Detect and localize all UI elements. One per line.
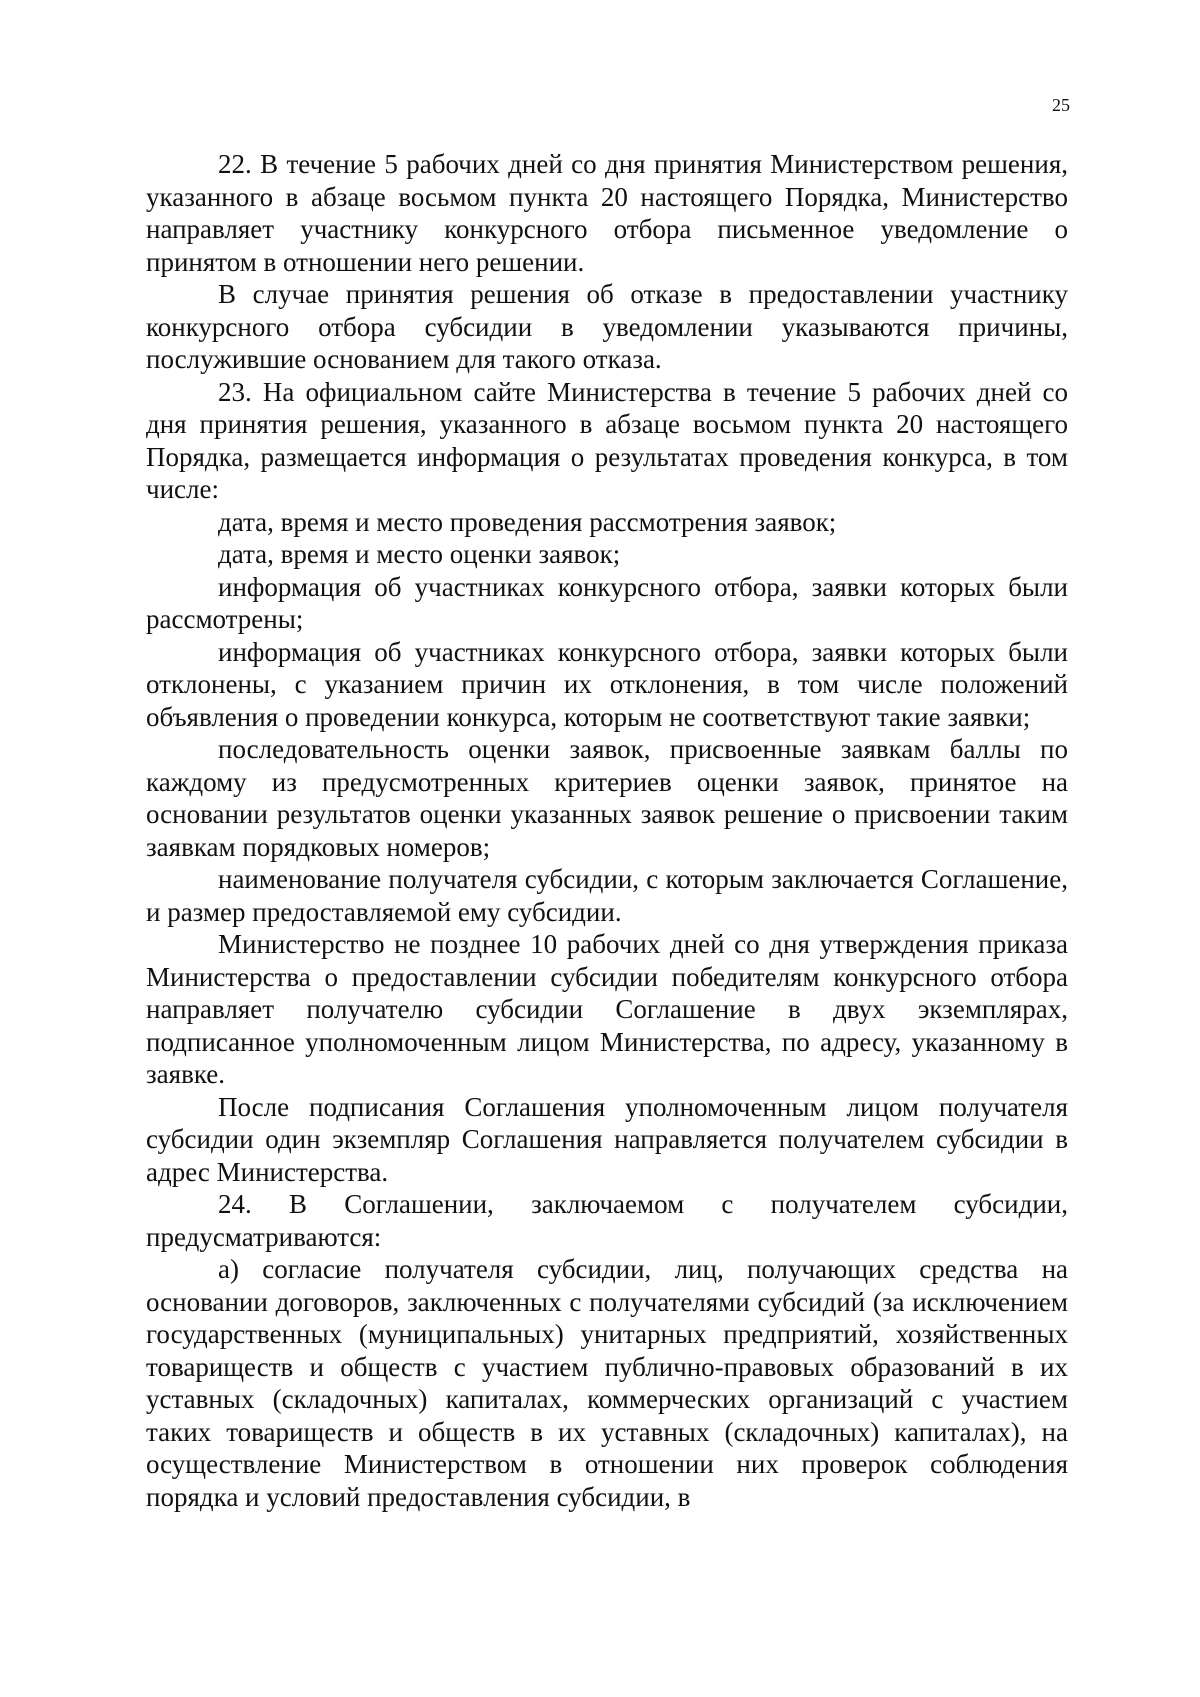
- page-number: 25: [1052, 95, 1070, 115]
- document-body: [146, 148, 1068, 1513]
- paragraph-after-signing: После подписания Соглашения уполномоченным лицом получателя субсидии один экземпляр Соглашения направляется получателем субсидии в адрес Министерства.: [146, 1091, 1068, 1187]
- paragraph-23: 23. На официальном сайте Министерства в течение 5 рабочих дней со дня принятия решения, указанного в абзаце восьмом пункта 20 настоящего Порядка, размещается информация о результатах проведения конкурса, в том числе:: [146, 376, 1068, 504]
- list-item-rejected-participants: информация об участниках конкурсного отбора, заявки которых были отклонены, с указанием причин их отклонения, в том числе положений объявления о проведении конкурса, которым не соответствуют такие заявки;: [146, 636, 1068, 732]
- paragraph-24-a: а) согласие получателя субсидии, лиц, получающих средства на основании договоров, заключенных с получателями субсидий (за исключением государственных (муниципальных) унитарных предприятий, хозяйственных товариществ и обществ с участием публично-правовых образований в их уставных (складочных) капиталах, коммерческих организаций с участием таких товариществ и обществ в их уставных (складочных) капиталах), на осуществление Министерством в отношении них проверок соблюдения порядка и условий предоставления субсидии, в: [146, 1254, 1068, 1512]
- paragraph-24: 24. В Соглашении, заключаемом с получателем субсидии, предусматриваются:: [146, 1189, 1068, 1252]
- list-item-reviewed-participants: информация об участниках конкурсного отбора, заявки которых были рассмотрены;: [146, 571, 1068, 634]
- paragraph-22: 22. В течение 5 рабочих дней со дня принятия Министерством решения, указанного в абзаце восьмом пункта 20 настоящего Порядка, Министерство направляет участнику конкурсного отбора письменное уведомление о принятом в отношении него решении.: [146, 149, 1068, 277]
- paragraph-ministry-agreement: Министерство не позднее 10 рабочих дней со дня утверждения приказа Министерства о предоставлении субсидии победителям конкурсного отбора направляет получателю субсидии Соглашение в двух экземплярах, подписанное уполномоченным лицом Министерства, по адресу, указанному в заявке.: [146, 929, 1068, 1089]
- list-item-evaluation-sequence: последовательность оценки заявок, присвоенные заявкам баллы по каждому из предусмотренных критериев оценки заявок, принятое на основании результатов оценки указанных заявок решение о присвоении таким заявкам порядковых номеров;: [146, 734, 1068, 862]
- list-item-review-date: дата, время и место проведения рассмотрения заявок;: [218, 506, 837, 537]
- paragraph-refusal-reasons: В случае принятия решения об отказе в предоставлении участнику конкурсного отбора субсидии в уведомлении указываются причины, послужившие основанием для такого отказа.: [146, 279, 1068, 374]
- list-item-recipient-name: наименование получателя субсидии, с которым заключается Соглашение, и размер предоставляемой ему субсидии.: [146, 864, 1068, 927]
- list-item-evaluation-date: дата, время и место оценки заявок;: [218, 539, 621, 569]
